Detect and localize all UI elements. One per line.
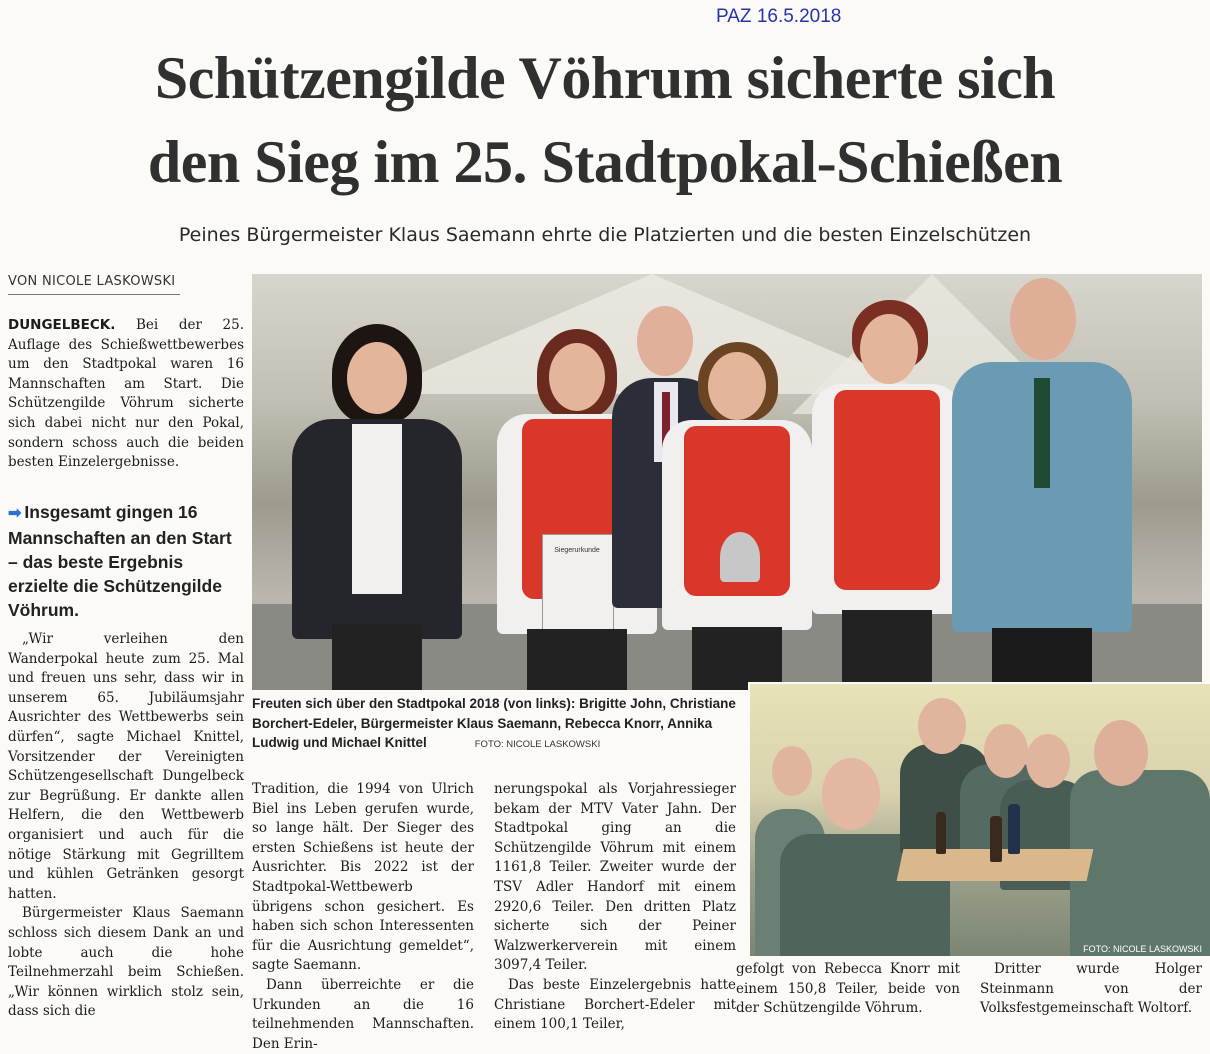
- main-photo-caption: [252, 694, 740, 755]
- lead-text: Bei der 25. Auflage des Schießwettbewerbes um den Stadtpokal waren 16 Mannschaften am Start. Die Schützengilde Vöhrum sicherte sich dabei nicht nur den Pokal, sondern schoss auch die beiden besten Einzelergebnisse.: [8, 317, 244, 471]
- article-column-3: [494, 780, 736, 1035]
- arrow-right-icon: ➡: [8, 505, 22, 522]
- main-photo: [252, 274, 1202, 690]
- lead-place: DUNGELBECK.: [8, 317, 116, 333]
- lead-paragraph: [8, 316, 244, 473]
- photo-credit: FOTO: NICOLE LASKOWSKI: [474, 739, 601, 750]
- inset-photo: [748, 682, 1210, 958]
- byline: VON NICOLE LASKOWSKI: [8, 274, 176, 289]
- person-brigitte-john: [292, 324, 462, 690]
- trophy-cup: [720, 532, 760, 582]
- summary-box: [8, 500, 244, 622]
- subheadline: Peines Bürgermeister Klaus Saemann ehrte die Platzierten und die besten Einzelschützen: [178, 224, 1032, 246]
- paragraph: „Wir verleihen den Wanderpokal heute zum 25. Mal und freuen uns sehr, dass wir in unserem 65. Jubiläumsjahr Ausrichter des Wettbewerbs sein dürfen“, sagte Michael Knittel, Vorsitzender der Vereinigten Schützengesellschaft Dungelbeck zur Begrüßung. Er dankte allen Helfern, die den Wettbewerb organisiert und auch für die nötige Stärkung mit Gegrilltem und kühlen Getränken gesorgt hatten.: [8, 631, 244, 902]
- person-michael-knittel: [952, 278, 1132, 690]
- headline-line-1: Schützengilde Vöhrum sicherte sich: [154, 45, 1056, 111]
- article-column-4: [736, 960, 960, 1019]
- paragraph: Dritter wurde Holger Steinmann von der Volksfestgemeinschaft Woltorf.: [980, 961, 1202, 1017]
- person-rebecca-knorr: [662, 342, 812, 690]
- article-column-2: [252, 780, 474, 1054]
- certificate-text: Siegerurkunde: [554, 547, 600, 554]
- summary-text: Insgesamt gingen 16 Mannschaften an den Start – das beste Ergebnis erzielte die Schützengilde Vöhrum.: [8, 502, 232, 620]
- article-column-1: [8, 630, 244, 1022]
- paragraph: nerungspokal als Vorjahressieger bekam der MTV Vater Jahn. Der Stadtpokal ging an die Schützengilde Vöhrum mit einem 1161,8 Teiler. Zweiter wurde der TSV Adler Handorf mit einem 2920,6 Teiler. Den dritten Platz sicherte sich der Peiner Walzwerkerverein mit einem 3097,4 Teiler.: [494, 781, 736, 974]
- paragraph: Das beste Einzelergebnis hatte Christiane Borchert-Edeler mit einem 100,1 Teiler,: [494, 976, 736, 1033]
- article-column-5: [980, 960, 1202, 1019]
- person-annika-ludwig: [812, 300, 962, 690]
- paragraph: Tradition, die 1994 von Ulrich Biel ins Leben gerufen wurde, so lange hält. Der Sieger des ersten Schießens ist heute der Ausrichter. Bis 2022 ist der Stadtpokal-Wettbewerb übrigens schon gesichert. Es haben sich schon Interessenten für die Ausrichtung gemeldet“, sagte Saemann.: [252, 781, 474, 974]
- newspaper-source-tag: PAZ 16.5.2018: [716, 6, 842, 27]
- paragraph: Bürgermeister Klaus Saemann schloss sich diesem Dank an und lobte auch die hohe Teilnehmerzahl beim Schießen. „Wir können wirklich stolz sein, dass sich die: [8, 905, 244, 1020]
- caption-text: Freuten sich über den Stadtpokal 2018 (von links): Brigitte John, Christiane Borchert-Edeler, Bürgermeister Klaus Saemann, Rebecca Knorr, Annika Ludwig und Michael Knittel: [252, 696, 736, 750]
- paragraph: Dann überreichte er die Urkunden an die 16 teilnehmenden Mannschaften. Den Erin-: [252, 976, 474, 1052]
- headline-line-2: den Sieg im 25. Stadtpokal-Schießen: [147, 129, 1063, 195]
- byline-rule: [8, 294, 180, 295]
- paragraph: gefolgt von Rebecca Knorr mit einem 150,8 Teiler, beide von der Schützengilde Vöhrum.: [736, 961, 960, 1017]
- inset-photo-credit: FOTO: NICOLE LASKOWSKI: [1083, 944, 1202, 954]
